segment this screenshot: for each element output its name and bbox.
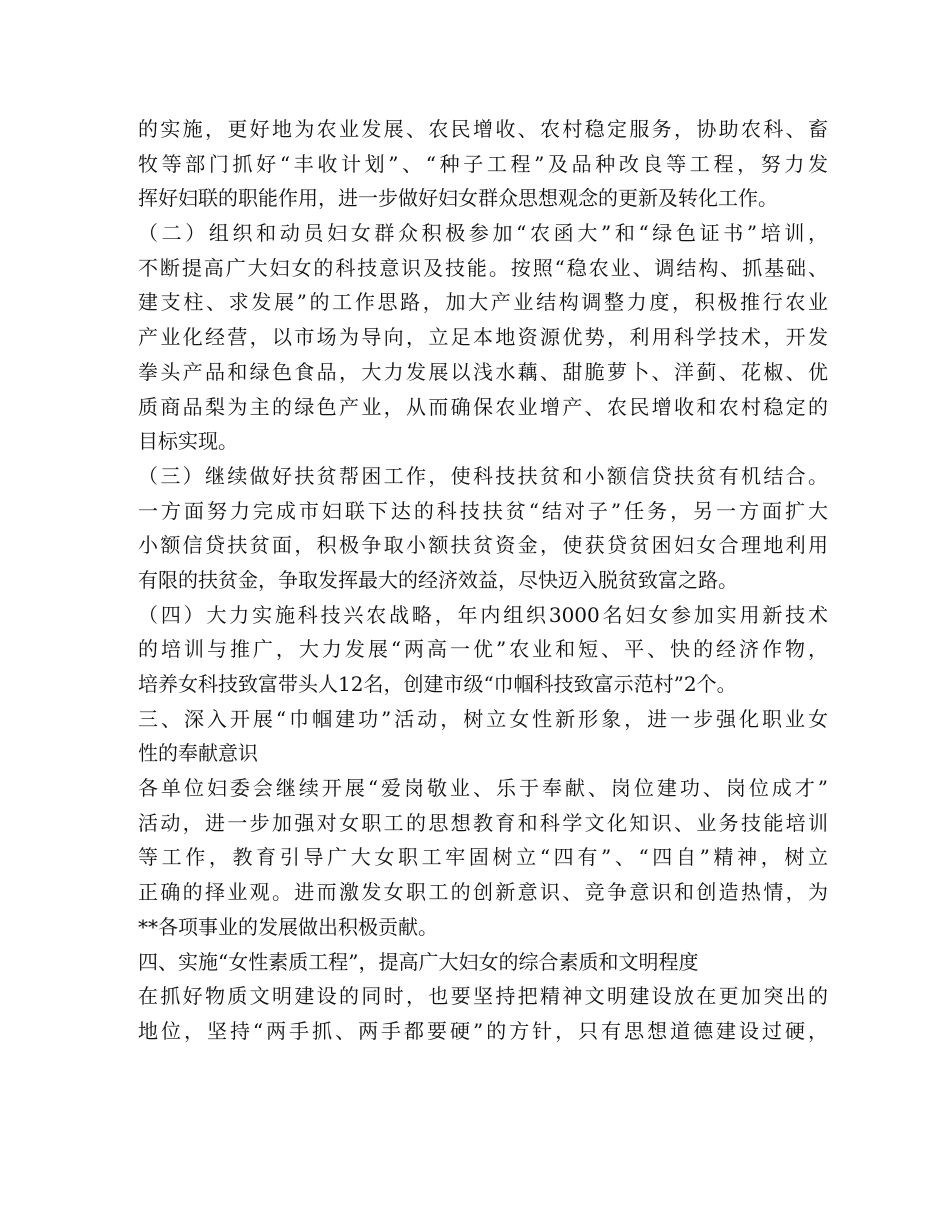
text-line: 正确的择业观。进而激发女职工的创新意识、竞争意识和创造热情，为 <box>138 880 828 905</box>
text-line: 有限的扶贫金，争取发挥最大的经济效益，尽快迈入脱贫致富之路。 <box>138 567 738 592</box>
text-line: 目标实现。 <box>138 429 238 454</box>
text-line: （四）大力实施科技兴农战略，年内组织3000名妇女参加实用新技术 <box>138 602 828 627</box>
text-line: 性的奉献意识 <box>138 741 258 766</box>
text-line: 产业化经营，以市场为导向，立足本地资源优势，利用科学技术，开发 <box>138 325 828 350</box>
text-line: （二）组织和动员妇女群众积极参加“农函大”和“绿色证书”培训， <box>138 221 828 246</box>
text-line: 三、深入开展“巾帼建功”活动，树立女性新形象，进一步强化职业女 <box>138 706 828 731</box>
text-line: 在抓好物质文明建设的同时，也要坚持把精神文明建设放在更加突出的 <box>138 984 828 1009</box>
text-line: 不断提高广大妇女的科技意识及技能。按照“稳农业、调结构、抓基础、 <box>138 255 828 280</box>
text-line: 培养女科技致富带头人12名，创建市级“巾帼科技致富示范村”2个。 <box>138 672 737 696</box>
text-line: 小额信贷扶贫面，积极争取小额扶贫资金，使获贷贫困妇女合理地利用 <box>138 533 828 558</box>
text-line: 一方面努力完成市妇联下达的科技扶贫“结对子”任务，另一方面扩大 <box>138 498 828 523</box>
text-line: 的实施，更好地为农业发展、农民增收、农村稳定服务，协助农科、畜 <box>138 117 828 141</box>
text-line: 四、实施“女性素质工程”，提高广大妇女的综合素质和文明程度 <box>138 949 699 974</box>
text-line: 牧等部门抓好“丰收计划”、“种子工程”及品种改良等工程，努力发 <box>138 151 828 176</box>
text-line: 挥好妇联的职能作用，进一步做好妇女群众思想观念的更新及转化工作。 <box>138 186 778 211</box>
text-line: 各单位妇委会继续开展“爱岗敬业、乐于奉献、岗位建功、岗位成才” <box>138 776 828 801</box>
text-line: （三）继续做好扶贫帮困工作，使科技扶贫和小额信贷扶贫有机结合。 <box>138 463 828 488</box>
document-body <box>138 112 828 1049</box>
text-line: 的培训与推广，大力发展“两高一优”农业和短、平、快的经济作物， <box>138 637 828 662</box>
text-line: 建支柱、求发展”的工作思路，加大产业结构调整力度，积极推行农业 <box>138 290 828 315</box>
text-line: **各项事业的发展做出积极贡献。 <box>138 914 438 939</box>
text-line: 地位，坚持“两手抓、两手都要硬”的方针，只有思想道德建设过硬， <box>138 1018 828 1043</box>
text-line: 质商品梨为主的绿色产业，从而确保农业增产、农民增收和农村稳定的 <box>138 394 828 419</box>
text-line: 拳头产品和绿色食品，大力发展以浅水藕、甜脆萝卜、洋蓟、花椒、优 <box>138 359 828 384</box>
text-line: 活动，进一步加强对女职工的思想教育和科学文化知识、业务技能培训 <box>138 810 828 835</box>
text-line: 等工作，教育引导广大女职工牢固树立“四有”、“四自”精神，树立 <box>138 845 828 870</box>
